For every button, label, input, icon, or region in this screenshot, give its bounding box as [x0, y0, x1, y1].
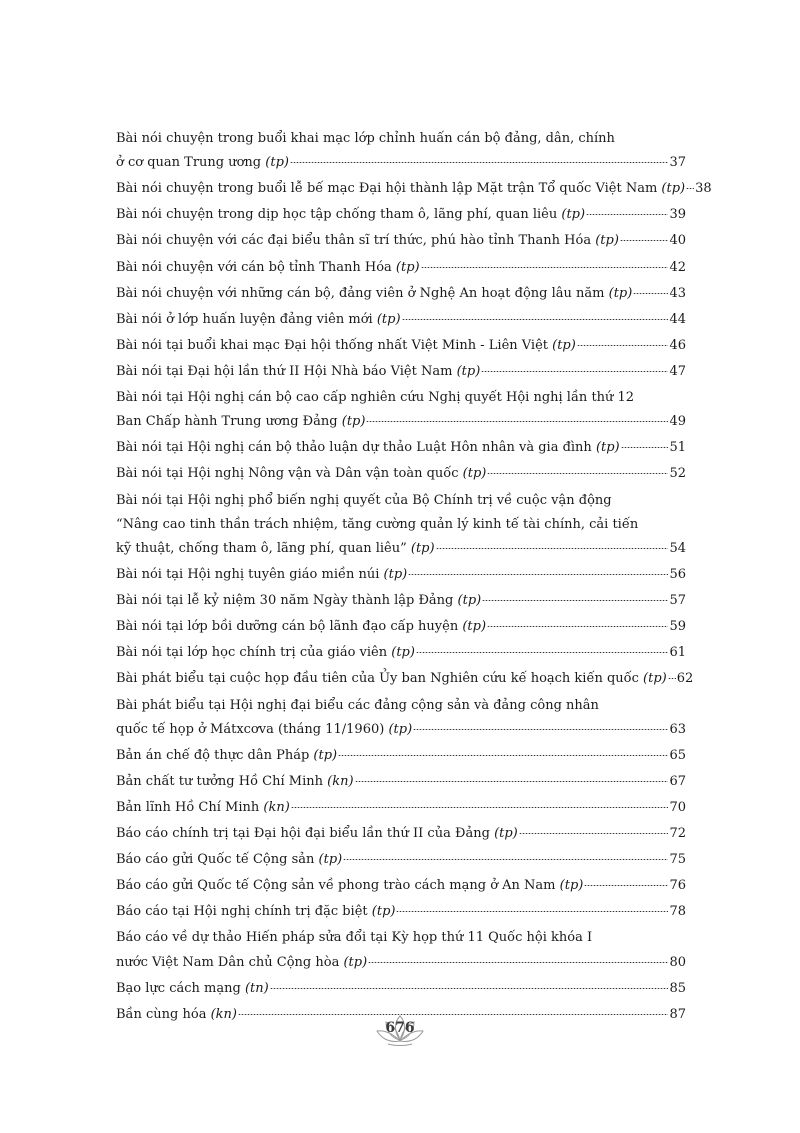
toc-entry-title — [116, 177, 685, 201]
toc-entry-final-line — [116, 667, 694, 691]
dot-leader — [482, 600, 668, 601]
toc-entry — [116, 694, 686, 742]
toc-entry-final-line — [116, 436, 686, 460]
dot-leader — [343, 859, 668, 860]
toc-entry-final-line — [116, 256, 686, 280]
dot-leader — [519, 833, 669, 834]
toc-entry-title-text: ở cơ quan Trung ương — [116, 155, 262, 171]
toc-entry-title — [116, 229, 619, 253]
toc-entry-title — [116, 563, 407, 587]
toc-entry-type-tag: (tp) — [661, 181, 686, 197]
toc-entry — [116, 177, 712, 201]
toc-entry-title — [116, 410, 365, 434]
toc-entry — [116, 386, 686, 434]
toc-entry-final-line — [116, 563, 686, 587]
dot-leader — [402, 319, 669, 320]
dot-leader — [408, 574, 668, 575]
toc-entry — [116, 744, 686, 768]
toc-entry-page-number: 37 — [669, 155, 686, 171]
toc-entry-line: Bài nói chuyện trong buổi khai mạc lớp chỉnh huấn cán bộ đảng, dân, chính — [116, 131, 615, 146]
toc-entry-title-text: Bài nói tại Hội nghị cán bộ thảo luận dự thảo Luật Hôn nhân và gia đình — [116, 440, 592, 456]
toc-entry-title — [116, 589, 481, 613]
toc-entry-title-text: Bài nói tại lớp bồi dưỡng cán bộ lãnh đạo cấp huyện — [116, 619, 459, 635]
toc-entry-title-text: Báo cáo tại Hội nghị chính trị đặc biệt — [116, 904, 368, 920]
toc-entry-line: “Nâng cao tinh thần trách nhiệm, tăng cường quản lý kinh tế tài chính, cải tiến — [116, 516, 639, 532]
toc-entry-final-line — [116, 537, 686, 561]
toc-entry — [116, 926, 686, 974]
toc-entry — [116, 796, 686, 820]
toc-entry — [116, 308, 686, 332]
toc-entry-final-line — [116, 744, 686, 768]
toc-entry-title-text: Bài nói chuyện với các đại biểu thân sĩ trí thức, phú hào tỉnh Thanh Hóa — [116, 233, 592, 249]
toc-entry-final-line — [116, 282, 686, 306]
toc-entry-title-text: Bản lĩnh Hồ Chí Minh — [116, 799, 260, 815]
dot-leader — [686, 188, 694, 189]
toc-entry-page-number: 72 — [669, 826, 686, 842]
toc-entry-page-number: 75 — [669, 852, 686, 868]
toc-entry-type-tag: (tp) — [265, 155, 289, 171]
toc-entry-final-line — [116, 641, 686, 665]
toc-entry-title — [116, 360, 480, 384]
toc-entry-type-tag: (tp) — [341, 414, 366, 430]
toc-entry-type-tag: (tp) — [457, 593, 482, 609]
toc-entry-title — [116, 462, 486, 486]
toc-entry-title — [116, 796, 290, 820]
dot-leader — [577, 345, 669, 346]
toc-entry-type-tag: (tp) — [608, 285, 633, 301]
dot-leader — [584, 885, 668, 886]
toc-entry-final-line — [116, 151, 686, 175]
toc-entry-type-tag: (tp) — [561, 207, 586, 223]
toc-entry-page-number: 63 — [669, 721, 686, 737]
toc-entry-type-tag: (tp) — [371, 904, 396, 920]
toc-entry-title — [116, 718, 412, 742]
toc-entry-page-number: 40 — [669, 233, 686, 249]
toc-entry-final-line — [116, 796, 686, 820]
toc-entry-title-text: Bản chất tư tưởng Hồ Chí Minh — [116, 773, 324, 789]
dot-leader — [396, 911, 668, 912]
toc-entry-line: Bài phát biểu tại Hội nghị đại biểu các đảng cộng sản và đảng công nhân — [116, 697, 599, 713]
toc-entry-page-number: 59 — [669, 619, 686, 635]
dot-leader — [621, 447, 669, 448]
toc-entry-title-text: Bài nói chuyện trong buổi lễ bế mạc Đại hội thành lập Mặt trận Tổ quốc Việt Nam — [116, 181, 658, 197]
toc-entry — [116, 615, 686, 639]
toc-entry-title — [116, 256, 420, 280]
toc-entry — [116, 334, 686, 358]
toc-entry — [116, 900, 686, 924]
toc-entry-title-text: Bài nói chuyện với những cán bộ, đảng viên ở Nghệ An hoạt động lâu năm — [116, 285, 605, 301]
toc-entry-final-line — [116, 410, 686, 434]
toc-entry-title-text: Bài nói tại Hội nghị Nông vận và Dân vận toàn quốc — [116, 466, 459, 482]
toc-entry-line: Bài nói tại Hội nghị cán bộ cao cấp nghiên cứu Nghị quyết Hội nghị lần thứ 12 — [116, 390, 635, 406]
toc-entry-title — [116, 537, 435, 561]
toc-entry — [116, 360, 686, 384]
toc-entry-title — [116, 744, 337, 768]
toc-entry-title-text: Bài nói tại buổi khai mạc Đại hội thống nhất Việt Minh - Liên Việt — [116, 337, 548, 353]
toc-entry-type-tag: (kn) — [263, 799, 290, 815]
dot-leader — [416, 652, 669, 653]
dot-leader — [436, 548, 669, 549]
page-number: 676 — [385, 1020, 415, 1036]
toc-entry-page-number: 61 — [669, 645, 686, 661]
toc-entry-final-line — [116, 177, 712, 201]
toc-entry-title-text: Ban Chấp hành Trung ương Đảng — [116, 414, 338, 430]
toc-entry-page-number: 85 — [669, 980, 686, 996]
toc-entry-title-text: Bài nói ở lớp huấn luyện đảng viên mới — [116, 311, 373, 327]
toc-entry-title-text: Bài nói tại lễ kỷ niệm 30 năm Ngày thành lập Đảng — [116, 593, 454, 609]
dot-leader — [668, 678, 676, 679]
toc-entry-page-number: 56 — [669, 567, 686, 583]
toc-entry — [116, 462, 686, 486]
toc-entry-final-line — [116, 718, 686, 742]
toc-entry-type-tag: (tp) — [395, 259, 420, 275]
toc-entry-final-line — [116, 874, 686, 898]
dot-leader — [291, 807, 669, 808]
page-footer — [0, 1012, 800, 1052]
toc-entry — [116, 977, 686, 1001]
toc-entry-type-tag: (tp) — [313, 747, 338, 763]
toc-entry-type-tag: (tp) — [410, 540, 435, 556]
dot-leader — [290, 162, 668, 163]
toc-entry-final-line — [116, 615, 686, 639]
toc-entry-page-number: 54 — [669, 540, 686, 556]
toc-entry-final-line — [116, 462, 686, 486]
toc-entry — [116, 770, 686, 794]
toc-entry-page-number: 87 — [669, 1006, 686, 1022]
toc-entry-title-text: Báo cáo gửi Quốc tế Cộng sản — [116, 852, 315, 868]
toc-entry-page-number: 49 — [669, 414, 686, 430]
toc-entry-type-tag: (tp) — [643, 671, 667, 687]
toc-entry-final-line — [116, 822, 686, 846]
toc-entry-title — [116, 977, 269, 1001]
toc-entry-title — [116, 667, 667, 691]
dot-leader — [413, 729, 668, 730]
toc-entry-title — [116, 900, 395, 924]
toc-entry-type-tag: (tp) — [595, 233, 619, 249]
toc-entry — [116, 489, 686, 562]
toc-entry-final-line — [116, 951, 686, 975]
toc-entry-line: Báo cáo về dự thảo Hiến pháp sửa đổi tại Kỳ họp thứ 11 Quốc hội khóa I — [116, 930, 593, 946]
dot-leader — [270, 988, 669, 989]
toc-entry-title — [116, 151, 289, 175]
table-of-contents — [116, 127, 712, 1029]
toc-entry-type-tag: (tp) — [376, 311, 401, 327]
toc-entry-final-line — [116, 977, 686, 1001]
toc-entry-page-number: 42 — [669, 259, 686, 275]
toc-entry-line: Bài nói tại Hội nghị phổ biến nghị quyết của Bộ Chính trị về cuộc vận động — [116, 492, 612, 508]
toc-entry-title — [116, 641, 415, 665]
dot-leader — [481, 371, 668, 372]
toc-entry-title-text: Bài nói chuyện trong dịp học tập chống tham ô, lãng phí, quan liêu — [116, 207, 558, 223]
dot-leader — [586, 214, 668, 215]
toc-entry-title — [116, 282, 632, 306]
toc-entry-page-number: 39 — [669, 207, 686, 223]
toc-entry-type-tag: (tp) — [462, 619, 487, 635]
toc-entry-page-number: 51 — [669, 440, 686, 456]
dot-leader — [368, 962, 668, 963]
toc-entry-type-tag: (kn) — [210, 1006, 238, 1022]
toc-entry-page-number: 47 — [669, 363, 686, 379]
toc-entry-final-line — [116, 308, 686, 332]
toc-entry — [116, 203, 686, 227]
toc-entry-type-tag: (tp) — [391, 645, 415, 661]
toc-entry-title — [116, 308, 401, 332]
toc-entry-title-text: Bài phát biểu tại cuộc họp đầu tiên của Ủy ban Nghiên cứu kế hoạch kiến quốc — [116, 671, 639, 687]
toc-entry-title — [116, 615, 486, 639]
toc-entry-type-tag: (tn) — [244, 980, 269, 996]
toc-entry-page-number: 65 — [669, 747, 686, 763]
toc-entry-title — [116, 436, 620, 460]
toc-entry-page-number: 62 — [676, 671, 694, 687]
toc-entry-title-text: Bài nói tại lớp học chính trị của giáo viên — [116, 645, 388, 661]
toc-entry-title-text: kỹ thuật, chống tham ô, lãng phí, quan liêu” — [116, 540, 407, 556]
toc-entry-title — [116, 770, 354, 794]
toc-entry — [116, 848, 686, 872]
toc-entry-type-tag: (tp) — [456, 363, 481, 379]
toc-entry-page-number: 52 — [669, 466, 686, 482]
toc-entry-type-tag: (tp) — [552, 337, 576, 353]
toc-entry-title-text: Bài nói chuyện với cán bộ tỉnh Thanh Hóa — [116, 259, 392, 275]
toc-entry-page-number: 67 — [669, 773, 686, 789]
toc-entry-type-tag: (tp) — [388, 721, 413, 737]
toc-entry-type-tag: (tp) — [318, 852, 343, 868]
toc-entry-type-tag: (tp) — [559, 878, 584, 894]
dot-leader — [366, 421, 668, 422]
toc-entry-page-number: 43 — [669, 285, 686, 301]
toc-entry-page-number: 80 — [669, 954, 686, 970]
toc-entry — [116, 641, 686, 665]
toc-entry-title — [116, 203, 585, 227]
toc-entry — [116, 822, 686, 846]
toc-entry-type-tag: (tp) — [595, 440, 620, 456]
toc-entry-type-tag: (tp) — [383, 567, 408, 583]
toc-entry-final-line — [116, 900, 686, 924]
toc-entry-final-line — [116, 848, 686, 872]
toc-entry — [116, 667, 694, 691]
toc-entry — [116, 256, 686, 280]
toc-entry-page-number: 76 — [669, 878, 686, 894]
toc-entry-title-text: nước Việt Nam Dân chủ Cộng hòa — [116, 954, 340, 970]
toc-entry-type-tag: (tp) — [343, 954, 368, 970]
toc-entry — [116, 874, 686, 898]
toc-entry-title — [116, 874, 583, 898]
toc-entry-final-line — [116, 770, 686, 794]
dot-leader — [338, 755, 668, 756]
toc-entry-type-tag: (tp) — [494, 826, 518, 842]
toc-entry-title — [116, 951, 367, 975]
dot-leader — [487, 626, 668, 627]
toc-entry-title-text: Báo cáo chính trị tại Đại hội đại biểu lần thứ II của Đảng — [116, 826, 490, 842]
toc-entry-final-line — [116, 589, 686, 613]
dot-leader — [633, 293, 668, 294]
toc-entry-title — [116, 822, 518, 846]
toc-entry-title-text: Báo cáo gửi Quốc tế Cộng sản về phong trào cách mạng ở An Nam — [116, 878, 556, 894]
toc-entry-title-text: Bài nói tại Đại hội lần thứ II Hội Nhà báo Việt Nam — [116, 363, 453, 379]
toc-entry-title — [116, 334, 576, 358]
toc-entry — [116, 229, 686, 253]
toc-entry-page-number: 70 — [669, 799, 686, 815]
toc-entry — [116, 436, 686, 460]
toc-entry-type-tag: (tp) — [462, 466, 487, 482]
dot-leader — [487, 473, 668, 474]
toc-entry-page-number: 38 — [695, 181, 712, 197]
toc-entry-page-number: 78 — [669, 904, 686, 920]
toc-entry-title-text: Bạo lực cách mạng — [116, 980, 241, 996]
toc-entry-final-line — [116, 229, 686, 253]
dot-leader — [355, 781, 669, 782]
toc-entry — [116, 589, 686, 613]
toc-entry-final-line — [116, 203, 686, 227]
toc-entry-title-text: Bài nói tại Hội nghị tuyên giáo miền núi — [116, 567, 380, 583]
dot-leader — [421, 267, 669, 268]
toc-entry-final-line — [116, 334, 686, 358]
toc-entry-title-text: Bản án chế độ thực dân Pháp — [116, 747, 310, 763]
toc-entry — [116, 127, 686, 175]
toc-entry-title-text: Bần cùng hóa — [116, 1006, 207, 1022]
toc-entry-title — [116, 848, 342, 872]
toc-entry-page-number: 57 — [669, 593, 686, 609]
dot-leader — [620, 240, 669, 241]
toc-entry-final-line — [116, 360, 686, 384]
toc-entry-title-text: quốc tế họp ở Mátxcơva (tháng 11/1960) — [116, 721, 385, 737]
toc-entry-type-tag: (kn) — [327, 773, 354, 789]
toc-entry — [116, 563, 686, 587]
toc-entry-page-number: 44 — [669, 311, 686, 327]
toc-entry — [116, 282, 686, 306]
toc-entry-page-number: 46 — [669, 337, 686, 353]
